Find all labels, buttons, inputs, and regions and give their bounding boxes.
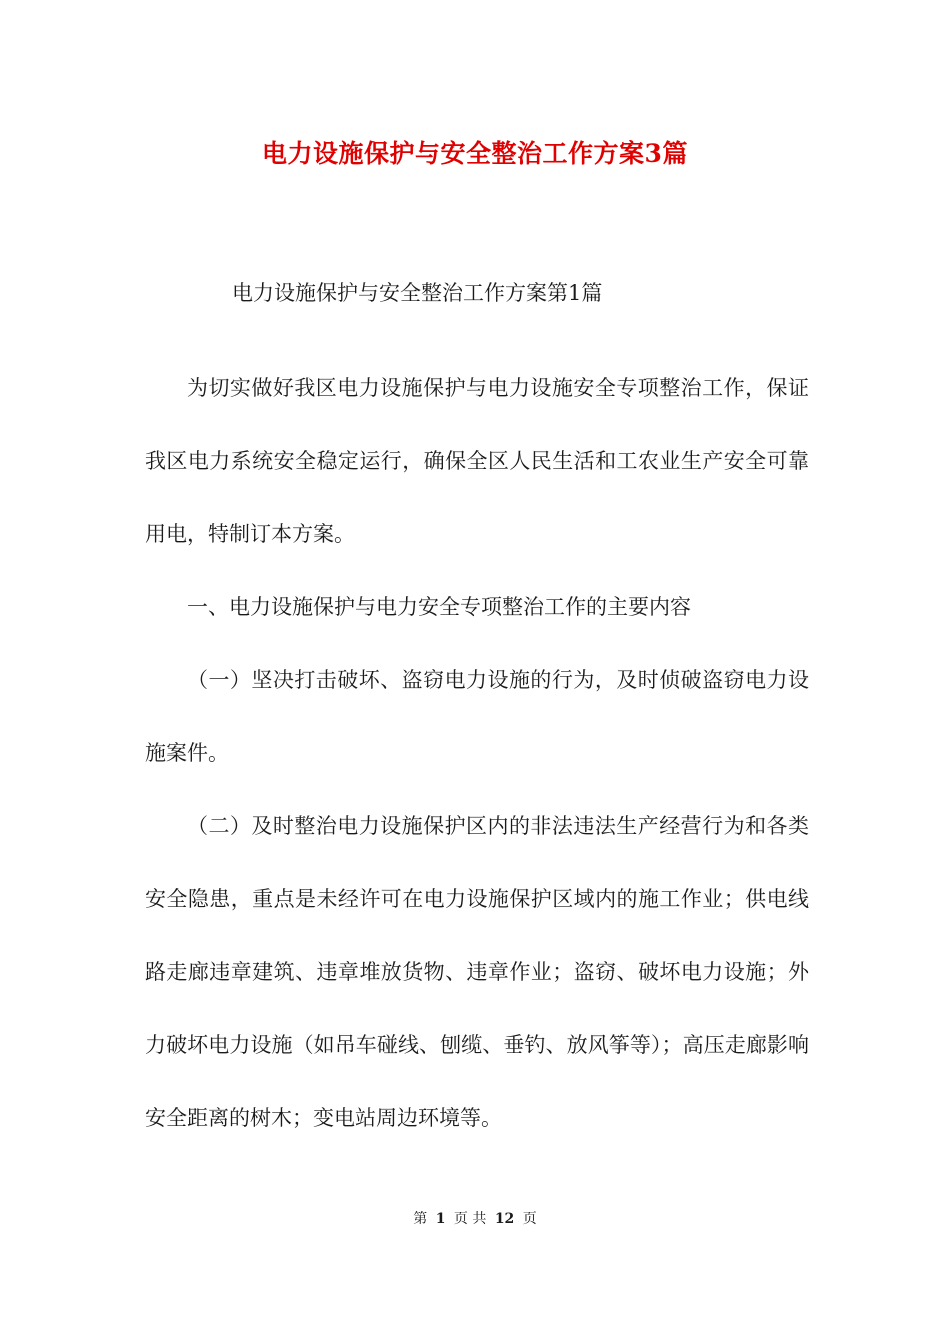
paragraph-intro: 为切实做好我区电力设施保护与电力设施安全专项整治工作，保证我区电力系统安全稳定运行，确保全区人民生活和工农业生产安全可靠用电，特制订本方案。 <box>145 376 809 546</box>
page-footer <box>0 1209 950 1229</box>
footer-middle: 页 共 <box>453 1211 487 1227</box>
section-heading: 电力设施保护与安全整治工作方案第1篇 <box>232 281 603 305</box>
document-body <box>145 352 809 1155</box>
footer-total-pages: 12 <box>494 1211 515 1227</box>
paragraph-item-two: （二）及时整治电力设施保护区内的非法违法生产经营行为和各类安全隐患，重点是未经许可在电力设施保护区域内的施工作业；供电线路走廊违章建筑、违章堆放货物、违章作业；盗窃、破坏电力设施；外力破坏电力设施（如吊车碰线、刨缆、垂钓、放风筝等）；高压走廊影响安全距离的树木；变电站周边环境等。 <box>145 814 809 1130</box>
document-title: 电力设施保护与安全整治工作方案3篇 <box>262 139 688 168</box>
footer-current-page: 1 <box>435 1211 446 1227</box>
paragraph-item-one: （一）坚决打击破坏、盗窃电力设施的行为，及时侦破盗窃电力设施案件。 <box>145 668 809 765</box>
footer-prefix: 第 <box>413 1211 428 1227</box>
paragraph-section-one-heading: 一、电力设施保护与电力安全专项整治工作的主要内容 <box>187 595 691 619</box>
footer-suffix: 页 <box>522 1211 537 1227</box>
